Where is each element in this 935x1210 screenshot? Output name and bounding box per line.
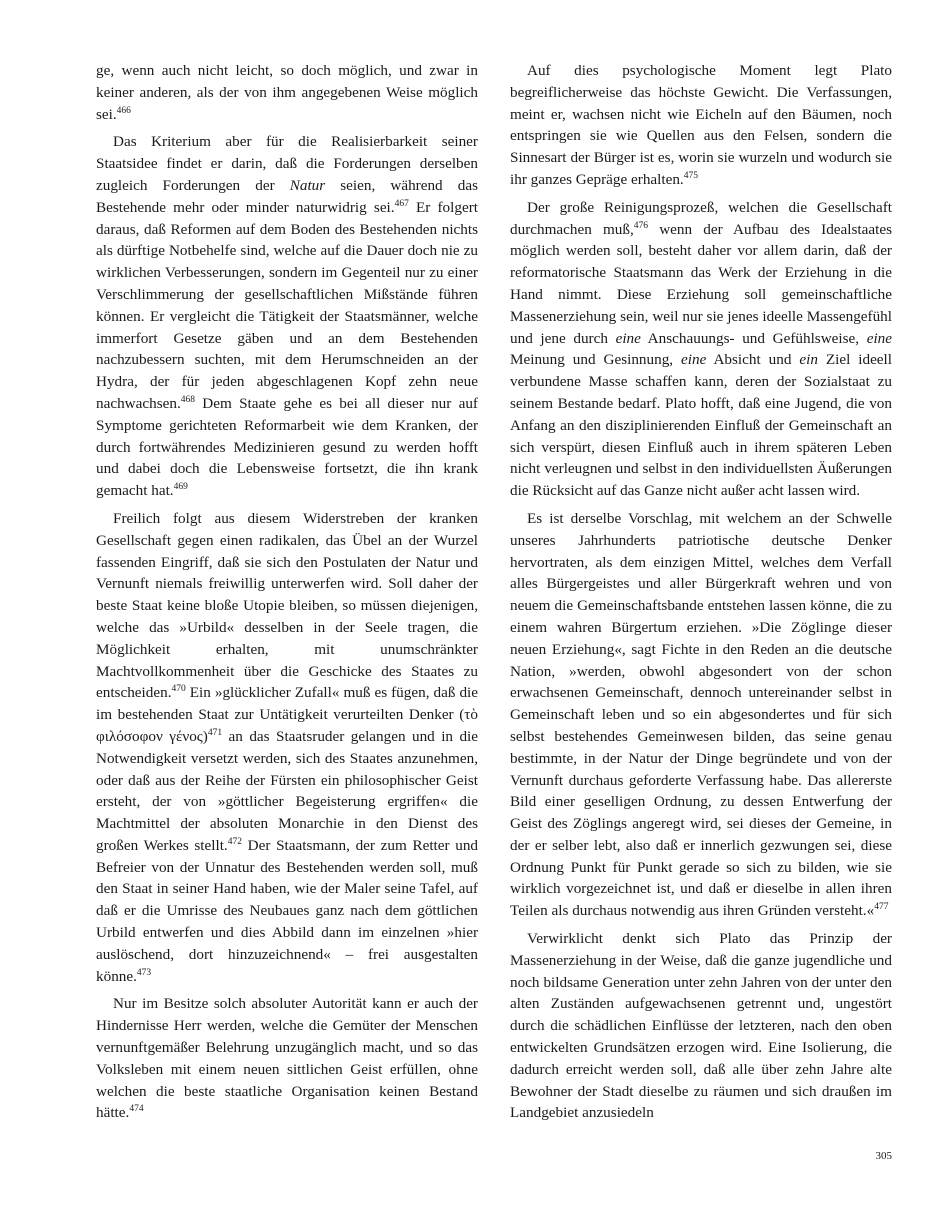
footnote-marker: 468 — [180, 394, 196, 405]
left-text-column — [96, 60, 478, 1130]
text-run: Der Staatsmann, der zum Retter und Befreier von der Unnatur des Bestehenden werden soll, muß den Staat in seiner Hand haben, wie der Maler seine Tafel, auf daß er die Umrisse des Neubaues ganz nach dem göttlichen Urbild entwerfen und dies Abbild dann im einzelnen »hier auslöschend, dort hinzuzeichnend« – frei ausgestalten könne. — [96, 836, 479, 985]
text-run: Anschauungs- und Gefühlsweise, — [640, 329, 867, 347]
footnote-marker: 466 — [116, 105, 131, 116]
footnote-marker: 475 — [683, 170, 698, 181]
paragraph — [96, 508, 478, 988]
text-run: Verwirklicht denkt sich Plato das Prinzip der Massenerziehung in der Weise, daß die ganze jugendliche und noch bildsame Generation unter zehn Jahren von der unter den alten Zuständen aufgewachsenen getrennt und, ungestört durch die schädlichen Einflüsse der letzteren, nach den oben entwickelten Grundsätzen erzogen wird. Eine Isolierung, die dadurch erreicht werden soll, daß alle über zehn Jahre alte Bewohner der Stadt dieselbe zu räumen und sich draußen im Landgebiet anzusiedeln — [510, 930, 892, 1122]
emphasized-text: Natur — [289, 176, 326, 194]
text-run: wenn der Aufbau des Idealstaates möglich werden soll, besteht daher vor allem darin, daß der reformatorische Staatsmann das Werk der Erziehung in die Hand nimmt. Diese Erziehung soll gemeinschaftliche Massenerziehung sein, weil nur sie jenes ideelle Massengefühl und jene durch — [510, 220, 892, 347]
footnote-marker: 473 — [136, 967, 152, 978]
text-run: Auf dies psychologische Moment legt Plato begreiflicherweise das höchste Gewicht. Die Verfassungen, meint er, wachsen nicht wie Eicheln auf den Bäumen, noch entspringen sie wie Quellen aus den Felsen, sondern die Sinnesart der Bürger ist es, worin sie wurzeln und wodurch sie ihr ganzes Gepräge erhalten. — [510, 62, 892, 188]
emphasized-text: ein — [799, 351, 818, 369]
footnote-marker: 471 — [207, 727, 223, 738]
paragraph — [96, 60, 478, 125]
text-run: an das Staatsruder gelangen und in die Notwendigkeit versetzt werden, sich des Staates anzunehmen, oder daß aus der Reihe der Fürsten ein philosophischer Geist ersteht, der von »göttlicher Begeisterung ergriffen« die Machtmittel der absoluten Monarchie in den Dienst des großen Werkes stellt. — [96, 727, 479, 854]
emphasized-text: eine — [681, 351, 707, 369]
text-run: Das Kriterium aber für die Realisierbarkeit seiner Staatsidee findet er darin, daß die Forderungen derselben zugleich Forderungen der — [96, 133, 478, 194]
paragraph — [510, 508, 892, 922]
text-run: ge, wenn auch nicht leicht, so doch möglich, und zwar in keiner anderen, als der von ihm angegebenen Weise möglich sei. — [96, 62, 478, 123]
paragraph — [510, 928, 892, 1124]
text-run: Nur im Besitze solch absoluter Autorität kann er auch der Hindernisse Herr werden, welche die Gemüter der Menschen vernunftgemäßer Belehrung unzugänglich macht, und so das Volksleben mit einem neuen sittlichen Geist erfüllen, ohne welchen die beste staatliche Organisation keinen Bestand hätte. — [96, 995, 478, 1122]
text-run: Es ist derselbe Vorschlag, mit welchem an der Schwelle unseres Jahrhunderts patriotische deutsche Denker hervortraten, als dem einzigen Mittel, welches dem Verfall alles Bürgergeistes und aller Bürgerkraft wehren und von neuem die Gemeinschaftsbande entstehen lassen könne, die zu einem wahren Bürgertum erziehen. »Die Zöglinge dieser neuen Erziehung«, sagt Fichte in den Reden an die deutsche Nation, »werden, obwohl abgesondert von der schon erwachsenen Gemeinschaft, dennoch untereinander selbst in Gemeinschaft leben und so ein abgesondertes und für sich selbst bestehendes Gemeinwesen bilden, das seine genau bestimmte, in der Natur der Dinge begründete und von der Vernunft durchaus geforderte Verfassung habe. Das allererste Bild einer geselligen Ordnung, zu dessen Entwerfung der Geist des Zöglings angeregt wird, sei dieses der Gemeine, in der er selber lebt, also daß er innerlich gezwungen sei, diese Ordnung Punkt für Punkt gerade so sich zu bilden, wie sie wirklich vorgezeichnet ist, und daß er dieselbe in allen ihren Teilen als durchaus notwendig aus ihren Gründen versteht.« — [510, 509, 892, 920]
footnote-marker: 472 — [227, 836, 242, 847]
text-run: Ein »glücklicher Zufall« muß es fügen, daß die im bestehenden Staat zur Untätigkeit verurteilten Denker (τὸ φιλόσοφον γένος) — [96, 684, 478, 745]
footnote-marker: 477 — [874, 902, 889, 913]
text-run: seien, während das Bestehende mehr oder minder naturwidrig sei. — [96, 176, 478, 216]
text-run: Freilich folgt aus diesem Widerstreben der kranken Gesellschaft gegen einen radikalen, das Übel an der Wurzel fassenden Eingriff, daß sie sich den Postulaten der Natur und Vernunft niemals freiwillig unterwerfen wird. Soll daher der beste Staat keine bloße Utopie bleiben, so müssen diejenigen, welche das »Urbild« desselben in der Seele tragen, die Möglichkeit erhalten, mit unumschränkter Machtvollkommenheit über die Geschicke des Staates zu entscheiden. — [96, 509, 478, 702]
footnote-marker: 476 — [633, 220, 649, 231]
text-run: Absicht und — [706, 351, 800, 369]
text-run: Meinung und Gesinnung, — [510, 351, 682, 369]
page-number: 305 — [875, 1150, 892, 1162]
emphasized-text: eine — [866, 329, 893, 347]
paragraph — [96, 993, 478, 1124]
footnote-marker: 469 — [173, 482, 188, 493]
emphasized-text: eine — [615, 329, 641, 347]
paragraph — [96, 131, 478, 502]
text-run: Ziel ideell verbundene Masse schaffen kann, deren der Sozialstaat zu seinem Bestande bedarf. Plato hofft, daß eine Jugend, die von Anfang an den disziplinierenden Einfluß der Gemeinschaft an sich verspürt, diesen Einfluß auch in ihrem späteren Leben nicht verleugnen und selbst in den individuellsten Äußerungen die Rücksicht auf das Ganze nicht außer acht lassen wird. — [510, 351, 892, 500]
footnote-marker: 467 — [394, 198, 409, 209]
footnote-marker: 470 — [171, 684, 186, 695]
text-run: Der große Reinigungsprozeß, welchen die Gesellschaft durchmachen muß, — [510, 198, 892, 238]
paragraph — [510, 60, 892, 191]
footnote-marker: 474 — [129, 1104, 144, 1115]
text-run: Dem Staate gehe es bei all dieser nur auf Symptome gerichteten Reformarbeit wie dem Kranken, der durch fortwährendes Medizinieren gesund zu werden hofft und dabei doch die Lebensweise fortsetzt, die ihn krank gemacht hat. — [96, 394, 478, 500]
book-page — [96, 60, 892, 1180]
right-text-column — [510, 60, 892, 1130]
paragraph — [510, 197, 892, 502]
text-run: Er folgert daraus, daß Reformen auf dem Boden des Bestehenden nichts als dürftige Notbehelfe sind, welche auf die Dauer doch nie zu wirklichen Verbesserungen, sondern im Gegenteil nur zu einer Verschlimmerung der gesellschaftlichen Mißstände führen können. Er vergleicht die Tätigkeit der Staatsmänner, welche immerfort Gesetze gäben und an dem Bestehenden nachzubessern suchten, mit dem Herumschneiden an der Hydra, der für jeden abgeschlagenen Kopf zehn neue nachwachsen. — [96, 198, 478, 412]
